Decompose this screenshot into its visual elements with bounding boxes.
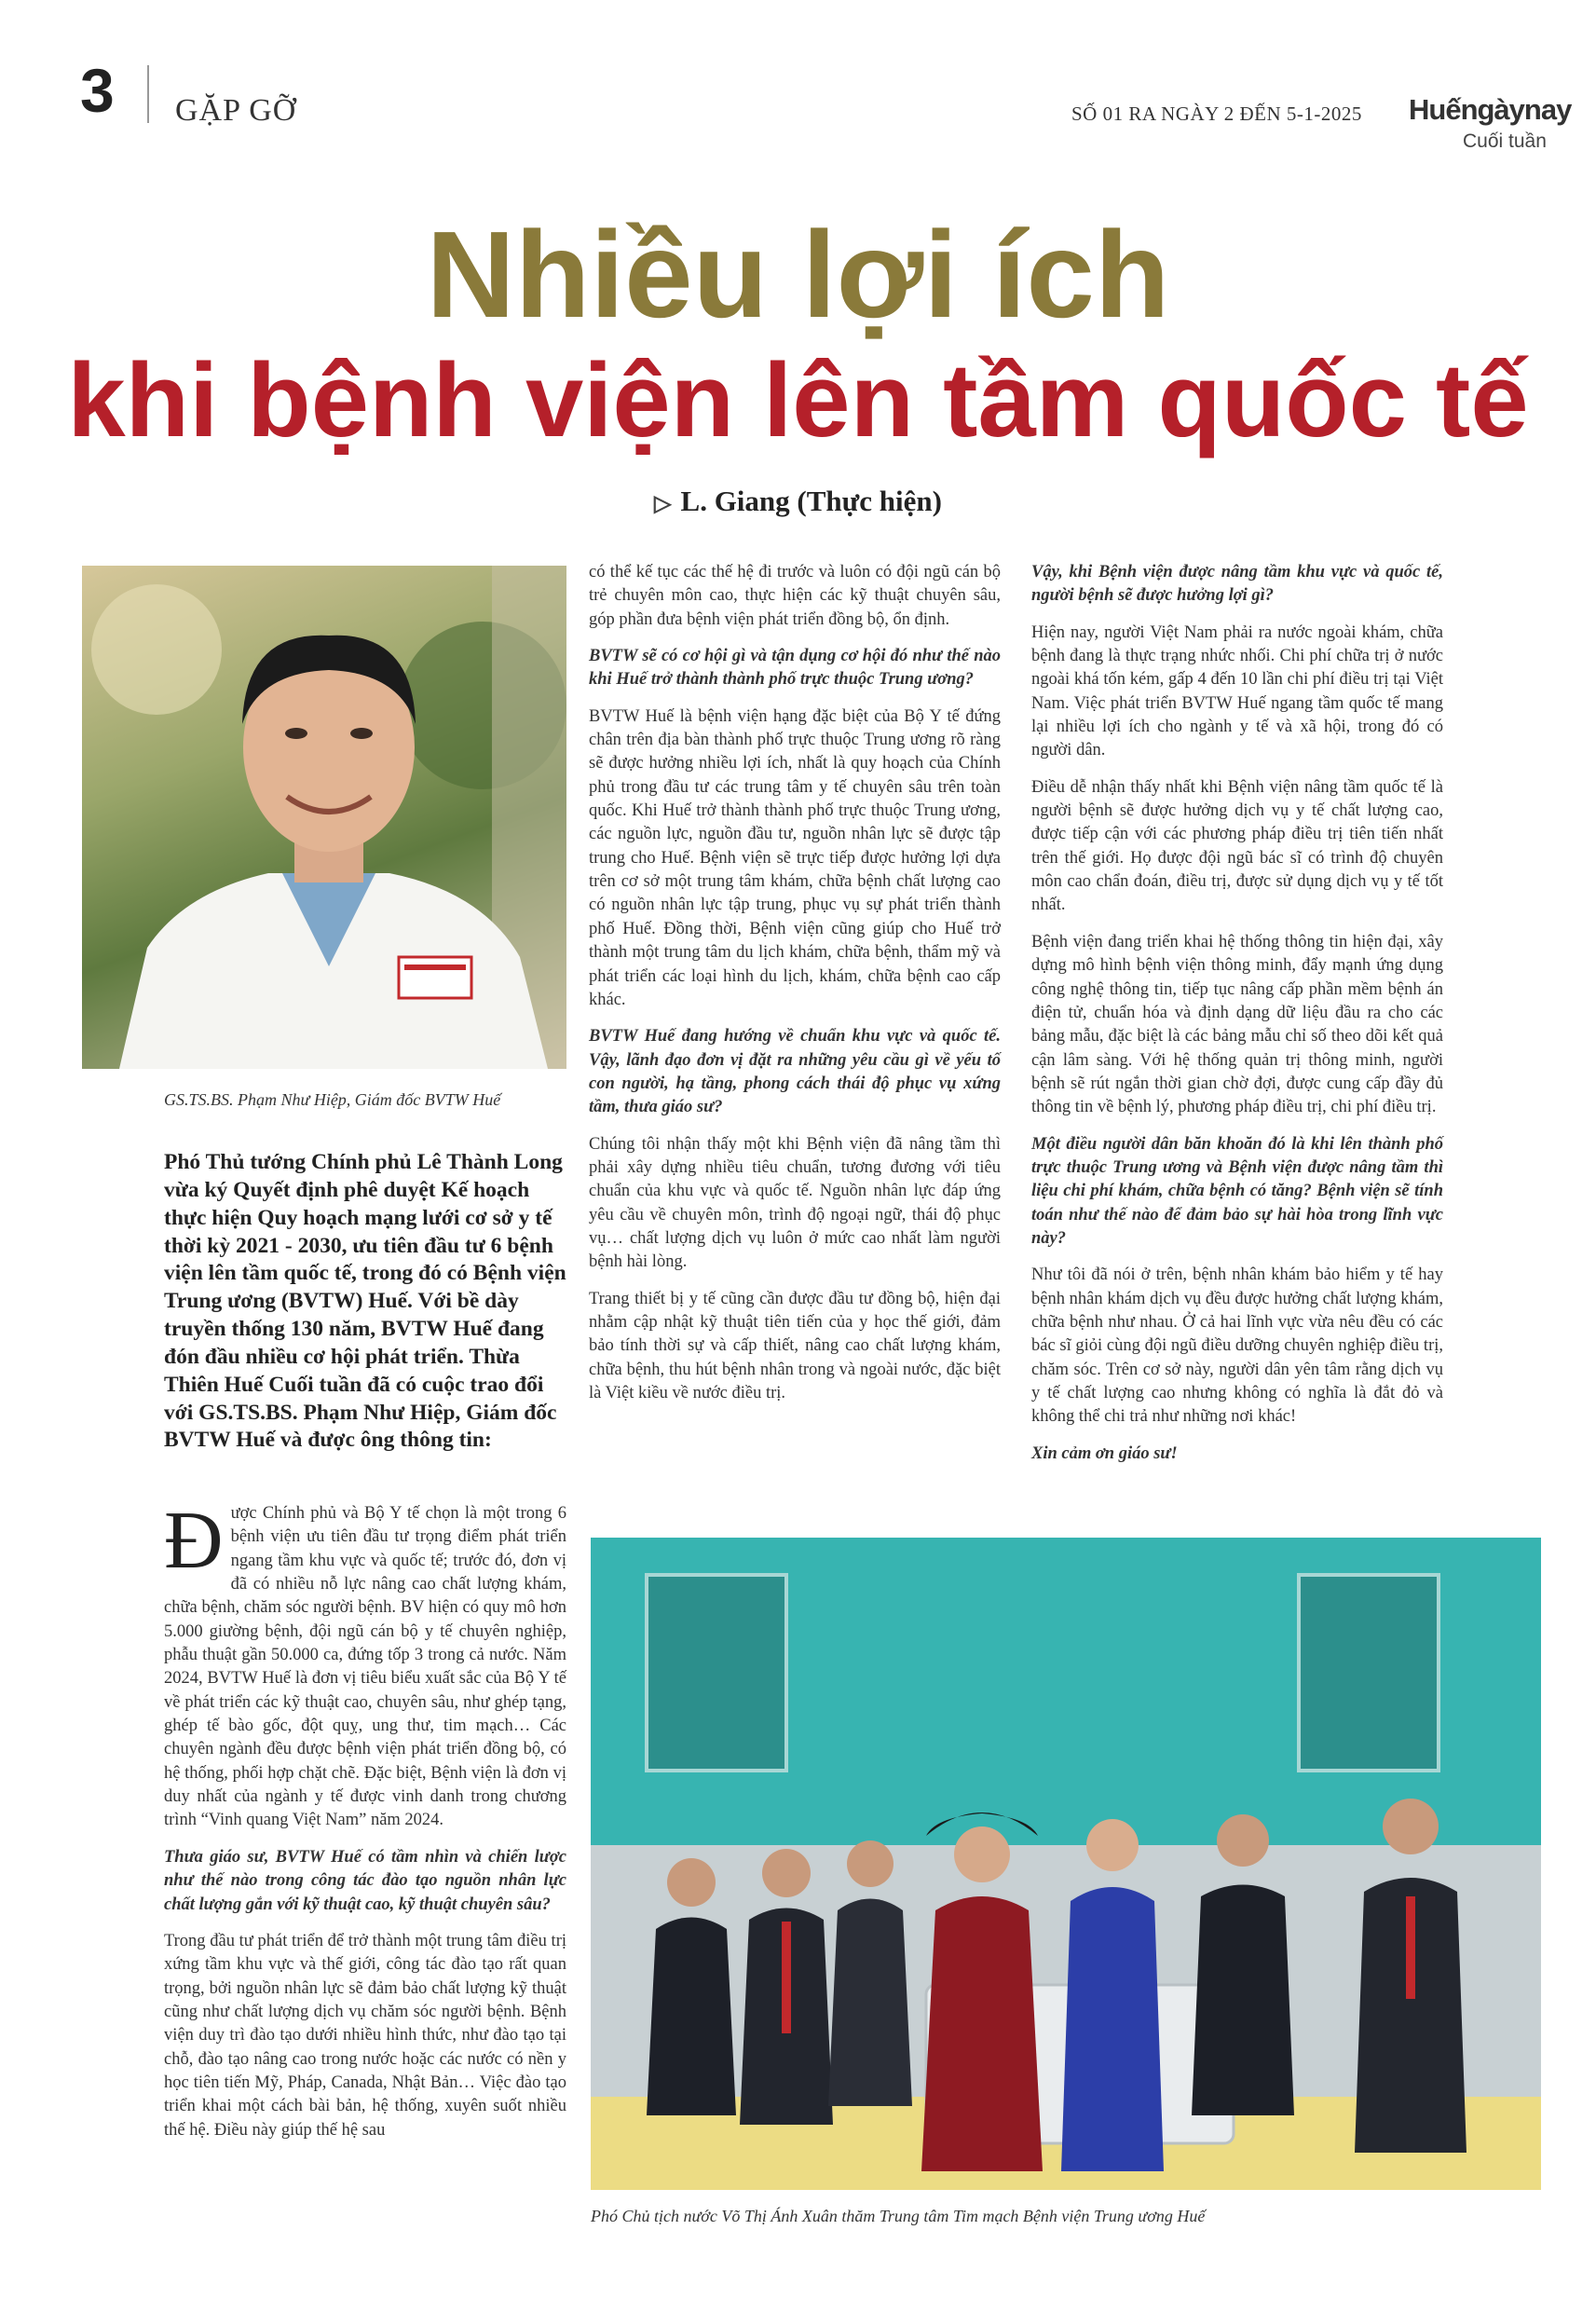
paragraph: Chúng tôi nhận thấy một khi Bệnh viện đã nâng tầm thì phải xây dựng nhiều tiêu chuẩn, tương đương với tiêu chuẩn của khu vực và quốc tế. Nguồn nhân lực đáp ứng yêu cầu về chuyên môn, trình độ ngoại ngữ, thái độ phục vụ… chất lượng dịch vụ luôn ở mức cao nhất làm người bệnh hài lòng. [589, 1134, 1001, 1272]
headline-line-2: khi bệnh viện lên tầm quốc tế [67, 342, 1529, 458]
portrait-photo [82, 566, 566, 1069]
interview-question: Một điều người dân băn khoăn đó là khi lên thành phố trực thuộc Trung ương và Bệnh viện được nâng tầm thì liệu chi phí khám, chữa bệnh có tăng? Bệnh viện sẽ tính toán như thế nào để đảm bảo sự hài hòa trong lĩnh vực này? [1031, 1134, 1443, 1248]
paragraph [164, 1496, 566, 1833]
portrait-illustration [82, 566, 566, 1069]
interview-question: BVTW sẽ có cơ hội gì và tận dụng cơ hội đó như thế nào khi Huế trở thành thành phố trực thuộc Trung ương? [589, 647, 1001, 690]
article-column-2 [589, 561, 1001, 1418]
event-photo [591, 1538, 1541, 2190]
masthead-subtitle: Cuối tuần [1463, 130, 1547, 152]
paragraph: Như tôi đã nói ở trên, bệnh nhân khám bảo hiểm y tế hay bệnh nhân khám dịch vụ đều được hưởng chất lượng khám, chữa bệnh như nhau. Ở cả hai lĩnh vực vừa nêu đều có các bác sĩ giỏi cùng đội ngũ điều dưỡng chuyên nghiệp điều trị, chăm sóc. Trên cơ sở này, người dân yên tâm rằng dịch vụ y tế chất lượng cao nhưng không có nghĩa là đắt đỏ và không thể chi trả như những nơi khác! [1031, 1265, 1443, 1427]
closing-line: Xin cảm ơn giáo sư! [1031, 1443, 1178, 1463]
article-column-3 [1031, 561, 1443, 1479]
section-title: GẶP GỠ [175, 93, 297, 128]
paragraph: Trang thiết bị y tế cũng cần được đầu tư đồng bộ, hiện đại nhằm cập nhật kỹ thuật tiên tiến của y học thế giới, đảm bảo tính thời sự và cấp thiết, nâng cao chất lượng khám, chữa bệnh, thu hút bệnh nhân trong và ngoài nước, đặc biệt là Việt kiều về nước điều trị. [589, 1289, 1001, 1402]
page-number: 3 [80, 56, 115, 125]
paragraph: có thể kế tục các thế hệ đi trước và luôn có đội ngũ cán bộ trẻ chuyên môn cao, thực hiện các kỹ thuật chuyên sâu, góp phần đưa bệnh viện phát triển đồng bộ, ổn định. [589, 563, 1001, 629]
header-divider [147, 65, 149, 123]
byline-text: L. Giang (Thực hiện) [680, 485, 942, 517]
issue-info: SỐ 01 RA NGÀY 2 ĐẾN 5-1-2025 [1071, 103, 1362, 125]
portrait-caption: GS.TS.BS. Phạm Như Hiệp, Giám đốc BVTW Huế [164, 1090, 501, 1109]
interview-question: Thưa giáo sư, BVTW Huế có tầm nhìn và chiến lược như thế nào trong công tác đào tạo nguồn nhân lực chất lượng gắn với kỹ thuật cao, kỹ thuật chuyên sâu? [164, 1847, 566, 1914]
intro-lead: Phó Thủ tướng Chính phủ Lê Thành Long vừa ký Quyết định phê duyệt Kế hoạch thực hiện Quy hoạch mạng lưới cơ sở y tế thời kỳ 2021 - 2030, ưu tiên đầu tư 6 bệnh viện lên tầm quốc tế, trong đó có Bệnh viện Trung ương (BVTW) Huế. Với bề dày truyền thống 130 năm, BVTW Huế đang đón đầu nhiều cơ hội phát triển. Thừa Thiên Huế Cuối tuần đã có cuộc trao đổi với GS.TS.BS. Phạm Như Hiệp, Giám đốc BVTW Huế và được ông thông tin: [164, 1150, 566, 1453]
paragraph: Trong đầu tư phát triển để trở thành một trung tâm điều trị xứng tầm khu vực và thế giới, công tác đào tạo rất quan trọng, bởi nguồn nhân lực sẽ đảm bảo chất lượng kỹ thuật cũng như chất lượng dịch vụ chăm sóc người bệnh. Bệnh viện duy trì đào tạo dưới nhiều hình thức, như đào tạo tại chỗ, đào tạo nâng cao trong nước hoặc các nước có nền y học tiên tiến Mỹ, Pháp, Canada, Nhật Bản… Việc đào tạo triển khai một cách bài bản, hệ thống, xuyên suốt nhiều thế hệ. Điều này giúp thế hệ sau [164, 1931, 566, 2140]
paragraph: Điều dễ nhận thấy nhất khi Bệnh viện nâng tầm quốc tế là người bệnh sẽ được hưởng dịch vụ y tế chất lượng cao, được tiếp cận với các phương pháp điều trị tiên tiến nhất trên thế giới. Họ được đội ngũ bác sĩ có trình độ chuyên môn cao chẩn đoán, điều trị, được sử dụng dịch vụ y tế tốt nhất. [1031, 777, 1443, 915]
interview-question: BVTW Huế đang hướng về chuẩn khu vực và quốc tế. Vậy, lãnh đạo đơn vị đặt ra những yêu cầu gì về yếu tố con người, hạ tầng, phong cách thái độ phục vụ xứng tầm, thưa giáo sư? [589, 1027, 1001, 1117]
paragraph: Bệnh viện đang triển khai hệ thống thông tin hiện đại, xây dựng mô hình bệnh viện thông minh, đẩy mạnh ứng dụng công nghệ thông tin, tiếp tục nâng cấp phần mềm bệnh án điện tử, chuẩn hóa và định dạng dữ liệu đầu ra cho các bảng mẫu, đặc biệt là các bảng mẫu chỉ số theo dõi kết quả cận lâm sàng. Với hệ thống quản trị thông minh, người bệnh sẽ rút ngắn thời gian chờ đợi, được cung cấp đầy đủ thông tin về bệnh lý, phương pháp điều trị, chi phí điều trị. [1031, 932, 1443, 1117]
paragraph-text: ược Chính phủ và Bộ Y tế chọn là một trong 6 bệnh viện ưu tiên đầu tư trọng điểm phát triển ngang tầm khu vực và quốc tế; trước đó, đơn vị đã có nhiều nỗ lực nâng cao chất lượng khám, chữa bệnh, chăm sóc người bệnh. BV hiện có quy mô hơn 5.000 giường bệnh, đội ngũ cán bộ y tế chuyên nghiệp, phẫu thuật gần 50.000 ca, đứng tốp 3 trong cả nước. Năm 2024, BVTW Huế là đơn vị tiêu biểu xuất sắc của Bộ Y tế về phát triển các kỹ thuật cao, chuyên sâu, như ghép tạng, ghép tế bào gốc, đột quỵ, ung thư, tim mạch… Các chuyên ngành đều được bệnh viện phát triển đồng bộ, có hệ thống, phối hợp chặt chẽ. Đặc biệt, Bệnh viện là đơn vị duy nhất của ngành y tế được vinh danh trong chương trình “Vinh quang Việt Nam” năm 2024. [164, 1504, 566, 1830]
headline-line-1: Nhiều lợi ích [426, 206, 1170, 343]
article-column-1 [164, 1496, 566, 2155]
play-arrow-icon: ▷ [654, 492, 672, 516]
event-illustration [591, 1538, 1541, 2190]
masthead-logo: Huếngàynay [1409, 93, 1572, 126]
interview-question: Vậy, khi Bệnh viện được nâng tầm khu vực và quốc tế, người bệnh sẽ được hưởng lợi gì? [1031, 563, 1443, 606]
drop-cap: Đ [164, 1496, 224, 1586]
paragraph: BVTW Huế là bệnh viện hạng đặc biệt của Bộ Y tế đứng chân trên địa bàn thành phố trực thuộc Trung ương rõ ràng sẽ được hưởng nhiều lợi ích, nhất là quy hoạch của Chính phủ trong đầu tư các trung tâm y tế chuyên sâu trên toàn quốc. Khi Huế trở thành thành phố trực thuộc Trung ương, các nguồn lực, nguồn đầu tư, nguồn nhân lực sẽ được tập trung cho Huế. Bệnh viện sẽ trực tiếp được hưởng lợi dựa trên cơ sở một trung tâm khám, chữa bệnh chất lượng cao có nguồn nhân lực tập trung, phục vụ sự phát triển thành phố Huế. Đồng thời, Bệnh viện cũng giúp cho Huế trở thành một trung tâm du lịch khám, chữa bệnh, thẩm mỹ và phát triển các loại hình du lịch, khám, chữa bệnh cao cấp khác. [589, 706, 1001, 1009]
event-photo-caption: Phó Chủ tịch nước Võ Thị Ánh Xuân thăm Trung tâm Tim mạch Bệnh viện Trung ương Huế [591, 2207, 1206, 2225]
byline [0, 485, 1596, 518]
paragraph: Hiện nay, người Việt Nam phải ra nước ngoài khám, chữa bệnh đang là thực trạng nhức nhối. Chi phí chữa trị ở nước ngoài khá tốn kém, gấp 4 đến 10 lần chi phí điều trị tại Việt Nam. Việc phát triển BVTW Huế ngang tầm quốc tế mang lại nhiều lợi ích cho ngành y tế và xã hội, trong đó có người dân. [1031, 622, 1443, 760]
